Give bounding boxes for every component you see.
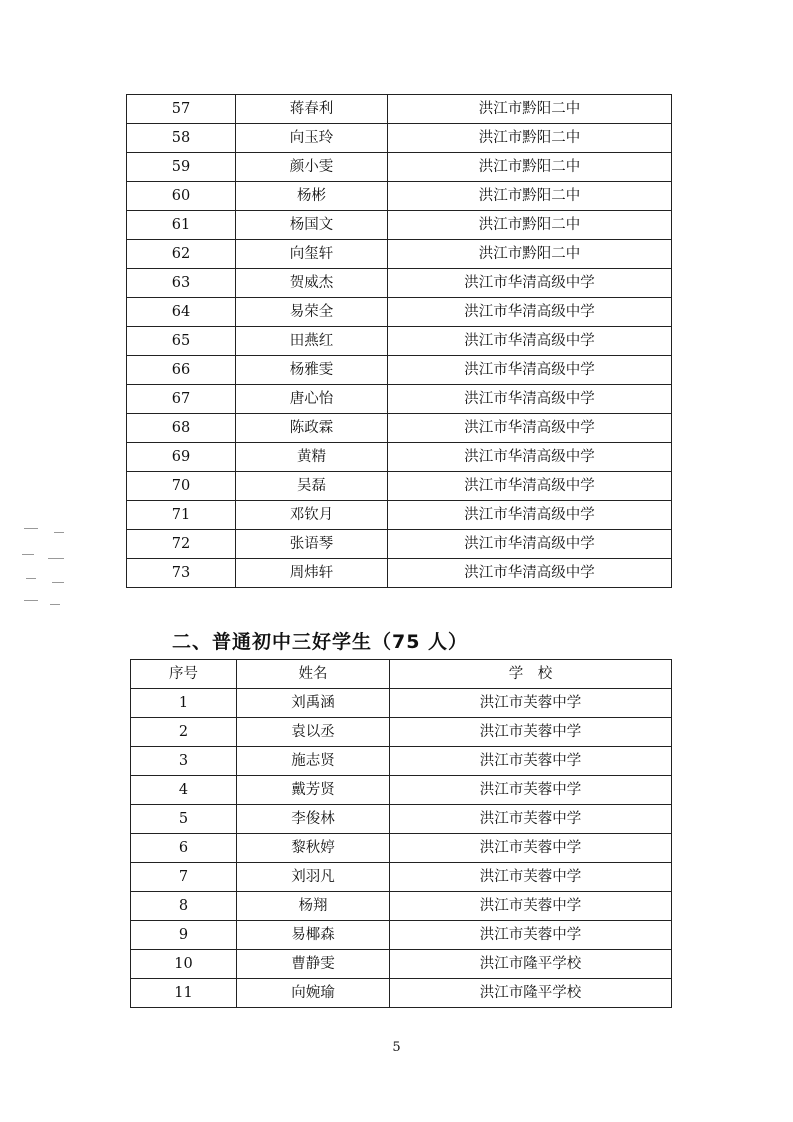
student-name: 杨雅雯 xyxy=(236,356,388,385)
table-row xyxy=(131,689,672,718)
row-number: 3 xyxy=(131,747,237,776)
school-name: 洪江市黔阳二中 xyxy=(388,182,672,211)
student-name: 杨翔 xyxy=(237,892,390,921)
table-row xyxy=(131,892,672,921)
row-number: 73 xyxy=(127,559,236,588)
table-row xyxy=(127,269,672,298)
student-name: 施志贤 xyxy=(237,747,390,776)
student-name: 张语琴 xyxy=(236,530,388,559)
table-row xyxy=(127,298,672,327)
row-number: 67 xyxy=(127,385,236,414)
student-name: 黎秋婷 xyxy=(237,834,390,863)
row-number: 2 xyxy=(131,718,237,747)
table-row xyxy=(131,747,672,776)
header-name: 姓名 xyxy=(237,660,390,689)
student-name: 戴芳贤 xyxy=(237,776,390,805)
student-name: 吴磊 xyxy=(236,472,388,501)
student-name: 刘禹涵 xyxy=(237,689,390,718)
school-name: 洪江市黔阳二中 xyxy=(388,95,672,124)
school-name: 洪江市华清高级中学 xyxy=(388,298,672,327)
student-name: 周炜轩 xyxy=(236,559,388,588)
table-row xyxy=(127,472,672,501)
student-name: 蒋春利 xyxy=(236,95,388,124)
table-row xyxy=(127,385,672,414)
student-name: 邓钦月 xyxy=(236,501,388,530)
row-number: 11 xyxy=(131,979,237,1008)
table-header-row xyxy=(131,660,672,689)
header-no: 序号 xyxy=(131,660,237,689)
school-name: 洪江市芙蓉中学 xyxy=(390,718,672,747)
student-name: 贺威杰 xyxy=(236,269,388,298)
student-name: 颜小雯 xyxy=(236,153,388,182)
school-name: 洪江市黔阳二中 xyxy=(388,124,672,153)
school-name: 洪江市黔阳二中 xyxy=(388,240,672,269)
table-row xyxy=(127,211,672,240)
school-name: 洪江市华清高级中学 xyxy=(388,327,672,356)
row-number: 69 xyxy=(127,443,236,472)
table-row xyxy=(127,240,672,269)
row-number: 63 xyxy=(127,269,236,298)
school-name: 洪江市芙蓉中学 xyxy=(390,689,672,718)
table-row xyxy=(127,443,672,472)
table-row xyxy=(131,979,672,1008)
table-row xyxy=(131,718,672,747)
school-name: 洪江市华清高级中学 xyxy=(388,443,672,472)
row-number: 68 xyxy=(127,414,236,443)
student-name: 黄精 xyxy=(236,443,388,472)
row-number: 71 xyxy=(127,501,236,530)
row-number: 58 xyxy=(127,124,236,153)
table-row xyxy=(127,501,672,530)
school-name: 洪江市隆平学校 xyxy=(390,979,672,1008)
school-name: 洪江市华清高级中学 xyxy=(388,472,672,501)
student-name: 陈政霖 xyxy=(236,414,388,443)
student-name: 李俊林 xyxy=(237,805,390,834)
row-number: 5 xyxy=(131,805,237,834)
school-name: 洪江市华清高级中学 xyxy=(388,559,672,588)
student-name: 袁以丞 xyxy=(237,718,390,747)
school-name: 洪江市芙蓉中学 xyxy=(390,921,672,950)
student-name: 刘羽凡 xyxy=(237,863,390,892)
school-name: 洪江市黔阳二中 xyxy=(388,153,672,182)
student-name: 向玉玲 xyxy=(236,124,388,153)
row-number: 9 xyxy=(131,921,237,950)
school-name: 洪江市华清高级中学 xyxy=(388,530,672,559)
table-row xyxy=(131,805,672,834)
table-row xyxy=(127,327,672,356)
table-row xyxy=(127,124,672,153)
school-name: 洪江市芙蓉中学 xyxy=(390,805,672,834)
row-number: 62 xyxy=(127,240,236,269)
school-name: 洪江市芙蓉中学 xyxy=(390,863,672,892)
school-name: 洪江市华清高级中学 xyxy=(388,501,672,530)
school-name: 洪江市黔阳二中 xyxy=(388,211,672,240)
students-table-continued xyxy=(126,94,672,588)
row-number: 65 xyxy=(127,327,236,356)
student-name: 向婉瑜 xyxy=(237,979,390,1008)
header-school: 学 校 xyxy=(390,660,672,689)
student-name: 曹静雯 xyxy=(237,950,390,979)
row-number: 57 xyxy=(127,95,236,124)
student-name: 唐心怡 xyxy=(236,385,388,414)
row-number: 59 xyxy=(127,153,236,182)
student-name: 向玺轩 xyxy=(236,240,388,269)
table-row xyxy=(131,921,672,950)
table-row xyxy=(131,834,672,863)
table-row xyxy=(127,530,672,559)
row-number: 4 xyxy=(131,776,237,805)
school-name: 洪江市芙蓉中学 xyxy=(390,747,672,776)
row-number: 70 xyxy=(127,472,236,501)
page-number: 5 xyxy=(392,1040,401,1055)
row-number: 64 xyxy=(127,298,236,327)
student-name: 杨国文 xyxy=(236,211,388,240)
table-row xyxy=(127,414,672,443)
table-row xyxy=(131,950,672,979)
school-name: 洪江市隆平学校 xyxy=(390,950,672,979)
row-number: 6 xyxy=(131,834,237,863)
school-name: 洪江市华清高级中学 xyxy=(388,356,672,385)
table-row xyxy=(127,182,672,211)
row-number: 72 xyxy=(127,530,236,559)
student-name: 易荣全 xyxy=(236,298,388,327)
school-name: 洪江市芙蓉中学 xyxy=(390,892,672,921)
school-name: 洪江市华清高级中学 xyxy=(388,414,672,443)
row-number: 7 xyxy=(131,863,237,892)
table-row xyxy=(131,776,672,805)
scan-artifact xyxy=(18,520,88,610)
row-number: 1 xyxy=(131,689,237,718)
school-name: 洪江市芙蓉中学 xyxy=(390,776,672,805)
school-name: 洪江市芙蓉中学 xyxy=(390,834,672,863)
school-name: 洪江市华清高级中学 xyxy=(388,269,672,298)
table-row xyxy=(127,356,672,385)
student-name: 杨彬 xyxy=(236,182,388,211)
table-row xyxy=(127,95,672,124)
table-row xyxy=(127,559,672,588)
student-name: 易椰森 xyxy=(237,921,390,950)
row-number: 8 xyxy=(131,892,237,921)
school-name: 洪江市华清高级中学 xyxy=(388,385,672,414)
student-name: 田燕红 xyxy=(236,327,388,356)
row-number: 60 xyxy=(127,182,236,211)
table-row xyxy=(127,153,672,182)
row-number: 61 xyxy=(127,211,236,240)
row-number: 10 xyxy=(131,950,237,979)
section-title: 二、普通初中三好学生（75 人） xyxy=(172,631,469,653)
row-number: 66 xyxy=(127,356,236,385)
junior-high-students-table xyxy=(130,659,672,1008)
table-row xyxy=(131,863,672,892)
